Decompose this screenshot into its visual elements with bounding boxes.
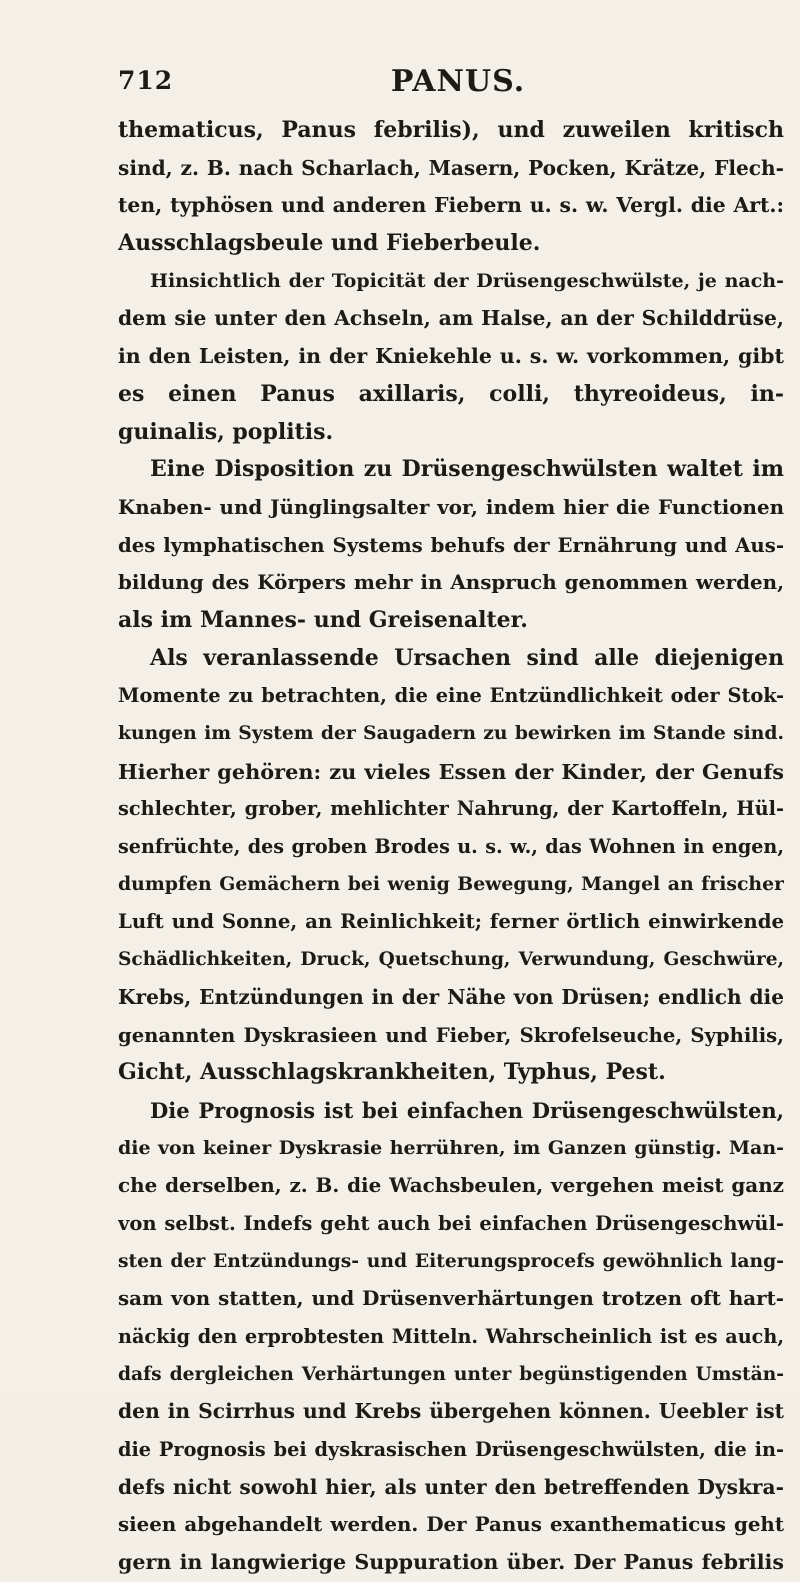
text-line: guinalis, poplitis. <box>118 418 334 445</box>
text-line: Ausschlagsbeule und Fieberbeule. <box>118 230 541 257</box>
text-line: senfrüchte, des groben Brodes u. s. w., das Wohnen in engen, <box>118 835 784 859</box>
text-line: als im Mannes- und Greisenalter. <box>118 606 528 633</box>
text-line: sten der Entzündungs- und Eiterungsprocefs gewöhnlich lang- <box>118 1249 784 1272</box>
text-line: defs nicht sowohl hier, als unter den betreffenden Dyskra- <box>118 1474 784 1499</box>
text-line: Luft und Sonne, an Reinlichkeit; ferner örtlich einwirkende <box>118 910 784 934</box>
text-line: den in Scirrhus und Krebs übergehen können. Ueebler ist <box>118 1399 784 1424</box>
running-title: PANUS. <box>390 64 526 99</box>
text-line: dem sie unter den Achseln, am Halse, an der Schilddrüse, <box>118 306 784 331</box>
text-line: Knaben- und Jünglingsalter vor, indem hier die Functionen <box>118 494 784 519</box>
text-line: schlechter, grober, mehlichter Nahrung, der Kartoffeln, Hül- <box>118 797 784 821</box>
text-line: Krebs, Entzündungen in der Nähe von Drüsen; endlich die <box>118 984 784 1009</box>
text-line: sam von statten, und Drüsenverhärtungen trotzen oft hart- <box>118 1286 784 1311</box>
paragraph-start-line: Hinsichtlich der Topicität der Drüsengeschwülste, je nach- <box>150 269 784 292</box>
text-line: sind, z. B. nach Scharlach, Masern, Pocken, Krätze, Flech- <box>118 155 784 180</box>
text-line: von selbst. Indefs geht auch bei einfachen Drüsengeschwül- <box>118 1211 784 1235</box>
text-line: die von keiner Dyskrasie herrühren, im Ganzen günstig. Man- <box>118 1136 784 1159</box>
paragraph-start-line: Die Prognosis ist bei einfachen Drüsengeschwülsten, <box>150 1097 784 1123</box>
text-line: Gicht, Ausschlagskrankheiten, Typhus, Pest. <box>118 1059 666 1086</box>
text-line: che derselben, z. B. die Wachsbeulen, vergehen meist ganz <box>118 1173 784 1198</box>
text-line: dafs dergleichen Verhärtungen unter begünstigenden Umstän- <box>118 1362 784 1385</box>
text-line: näckig den erprobtesten Mitteln. Wahrscheinlich ist es auch, <box>118 1325 784 1348</box>
text-line: dumpfen Gemächern bei wenig Bewegung, Mangel an frischer <box>118 872 784 895</box>
text-line: Schädlichkeiten, Druck, Quetschung, Verwundung, Geschwüre, <box>118 949 784 971</box>
text-line: gern in langwierige Suppuration über. Der Panus febrilis <box>118 1550 784 1575</box>
text-line: thematicus, Panus febrilis), und zuweilen kritisch <box>118 117 784 143</box>
page-number: 712 <box>118 66 174 95</box>
text-line: kungen im System der Saugadern zu bewirken im Stande sind. <box>118 722 784 744</box>
text-line: ten, typhösen und anderen Fiebern u. s. w. Vergl. die Art.: <box>118 193 784 218</box>
text-line: die Prognosis bei dyskrasischen Drüsengeschwülsten, die in- <box>118 1438 784 1462</box>
paragraph-start-line: Als veranlassende Ursachen sind alle diejenigen <box>150 644 784 671</box>
text-line: Momente zu betrachten, die eine Entzündlichkeit oder Stok- <box>118 684 784 708</box>
text-line: genannten Dyskrasieen und Fieber, Skrofelseuche, Syphilis, <box>118 1023 784 1047</box>
text-line: es einen Panus axillaris, colli, thyreoideus, in- <box>118 380 784 407</box>
text-line: in den Leisten, in der Kniekehle u. s. w. vorkommen, gibt <box>118 344 784 369</box>
text-line: des lymphatischen Systems behufs der Ernährung und Aus- <box>118 533 784 557</box>
body-text <box>118 112 784 1582</box>
text-line: Hierher gehören: zu vieles Essen der Kinder, der Genufs <box>118 758 784 784</box>
text-line: sieen abgehandelt werden. Der Panus exanthematicus geht <box>118 1512 784 1537</box>
page-header <box>118 66 718 106</box>
text-line: bildung des Körpers mehr in Anspruch genommen werden, <box>118 570 784 595</box>
paragraph-start-line: Eine Disposition zu Drüsengeschwülsten waltet im <box>150 456 784 483</box>
